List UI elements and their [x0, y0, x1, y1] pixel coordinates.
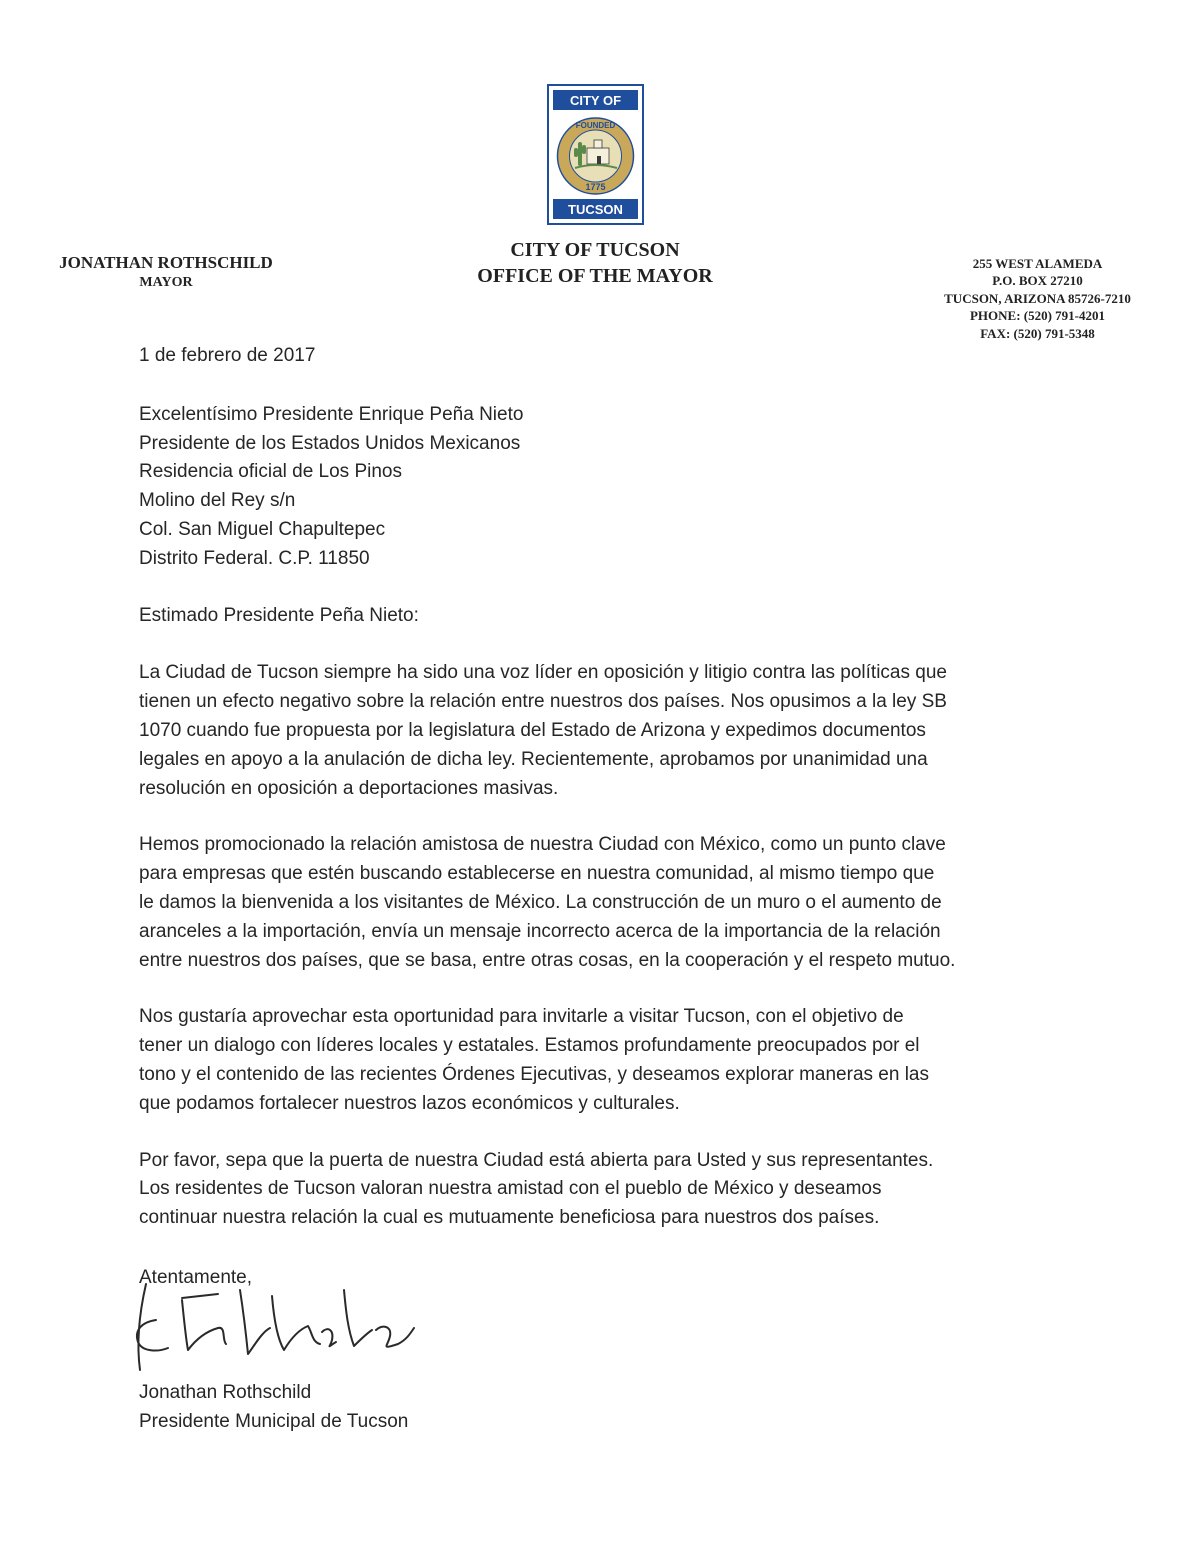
paragraph-line: 1070 cuando fue propuesta por la legislatura del Estado de Arizona y expedimos documentos	[139, 719, 926, 741]
paragraph-line: La Ciudad de Tucson siempre ha sido una voz líder en oposición y litigio contra las políticas que	[139, 662, 947, 684]
office-line-2: OFFICE OF THE MAYOR	[477, 265, 713, 287]
paragraph-line: Hemos promocionado la relación amistosa de nuestra Ciudad con México, como un punto clave	[139, 834, 946, 856]
mayor-title: MAYOR	[139, 275, 193, 290]
letter-body	[139, 342, 1059, 1261]
recipient-line: Residencia oficial de Los Pinos	[139, 461, 402, 483]
recipient-line: Presidente de los Estados Unidos Mexicanos	[139, 432, 521, 454]
salutation: Estimado Presidente Peña Nieto:	[139, 604, 419, 626]
recipient-line: Excelentísimo Presidente Enrique Peña Nieto	[139, 403, 524, 425]
address-line: P.O. BOX 27210	[992, 273, 1083, 289]
recipient-line: Molino del Rey s/n	[139, 490, 296, 512]
city-of-tucson-seal	[547, 84, 644, 225]
address-line: 255 WEST ALAMEDA	[972, 256, 1103, 271]
recipient-block	[139, 401, 1059, 574]
paragraph-line: tener un dialogo con líderes locales y estatales. Estamos profundamente preocupados por el	[139, 1035, 920, 1057]
paragraph-line: le damos la bienvenida a los visitantes de México. La construcción de un muro o el aumento de	[139, 891, 942, 913]
body-paragraph	[139, 1147, 1059, 1233]
paragraph-line: para empresas que estén buscando establecerse en nuestra comunidad, al mismo tiempo que	[139, 863, 935, 885]
fax-line: FAX: (520) 791-5348	[980, 325, 1095, 341]
office-line-1: CITY OF TUCSON	[510, 239, 680, 261]
address-block	[915, 255, 1160, 342]
recipient-line: Distrito Federal. C.P. 11850	[139, 547, 370, 569]
handwritten-signature	[122, 1270, 422, 1390]
paragraph-line: entre nuestros dos países, que se basa, entre otras cosas, en la cooperación y el respeto mutuo.	[139, 949, 956, 971]
seal-ring-top: FOUNDED	[575, 121, 616, 130]
paragraph-line: aranceles a la importación, envía un mensaje incorrecto acerca de la importancia de la relación	[139, 920, 941, 942]
body-paragraph	[139, 1003, 1059, 1118]
address-line: TUCSON, ARIZONA 85726-7210	[944, 290, 1131, 306]
seal-ring-bottom: 1775	[585, 182, 606, 192]
paragraph-line: Nos gustaría aprovechar esta oportunidad para invitarle a visitar Tucson, con el objetivo de	[139, 1006, 904, 1028]
letter-date: 1 de febrero de 2017	[139, 345, 316, 366]
closing: Atentamente,	[139, 1267, 253, 1288]
signer-name: Jonathan Rothschild	[139, 1382, 312, 1403]
mayor-block	[30, 253, 302, 292]
mayor-name: JONATHAN ROTHSCHILD	[59, 253, 273, 272]
paragraph-line: legales en apoyo a la anulación de dicha ley. Recientemente, aprobamos por unanimidad una	[139, 748, 928, 770]
paragraph-line: que podamos fortalecer nuestros lazos económicos y culturales.	[139, 1092, 680, 1114]
seal-top-text: CITY OF	[569, 93, 622, 108]
paragraph-line: tienen un efecto negativo sobre la relación entre nuestros dos países. Nos opusimos a la ley SB	[139, 691, 947, 713]
paragraph-line: tono y el contenido de las recientes Órdenes Ejecutivas, y deseamos explorar maneras en las	[139, 1063, 929, 1085]
recipient-line: Col. San Miguel Chapultepec	[139, 518, 386, 540]
phone-line: PHONE: (520) 791-4201	[969, 308, 1106, 324]
paragraph-line: Por favor, sepa que la puerta de nuestra Ciudad está abierta para Usted y sus representantes.	[139, 1149, 934, 1171]
paragraph-line: Los residentes de Tucson valoran nuestra amistad con el pueblo de México y deseamos	[139, 1178, 882, 1200]
office-block	[440, 237, 750, 289]
signer-block	[139, 1378, 408, 1436]
paragraph-line: resolución en oposición a deportaciones masivas.	[139, 777, 559, 799]
body-paragraph	[139, 831, 1059, 975]
signer-title: Presidente Municipal de Tucson	[139, 1411, 409, 1432]
body-paragraph	[139, 659, 1059, 803]
paragraph-line: continuar nuestra relación la cual es mutuamente beneficiosa para nuestros dos países.	[139, 1207, 880, 1229]
seal-bottom-text: TUCSON	[568, 202, 623, 217]
